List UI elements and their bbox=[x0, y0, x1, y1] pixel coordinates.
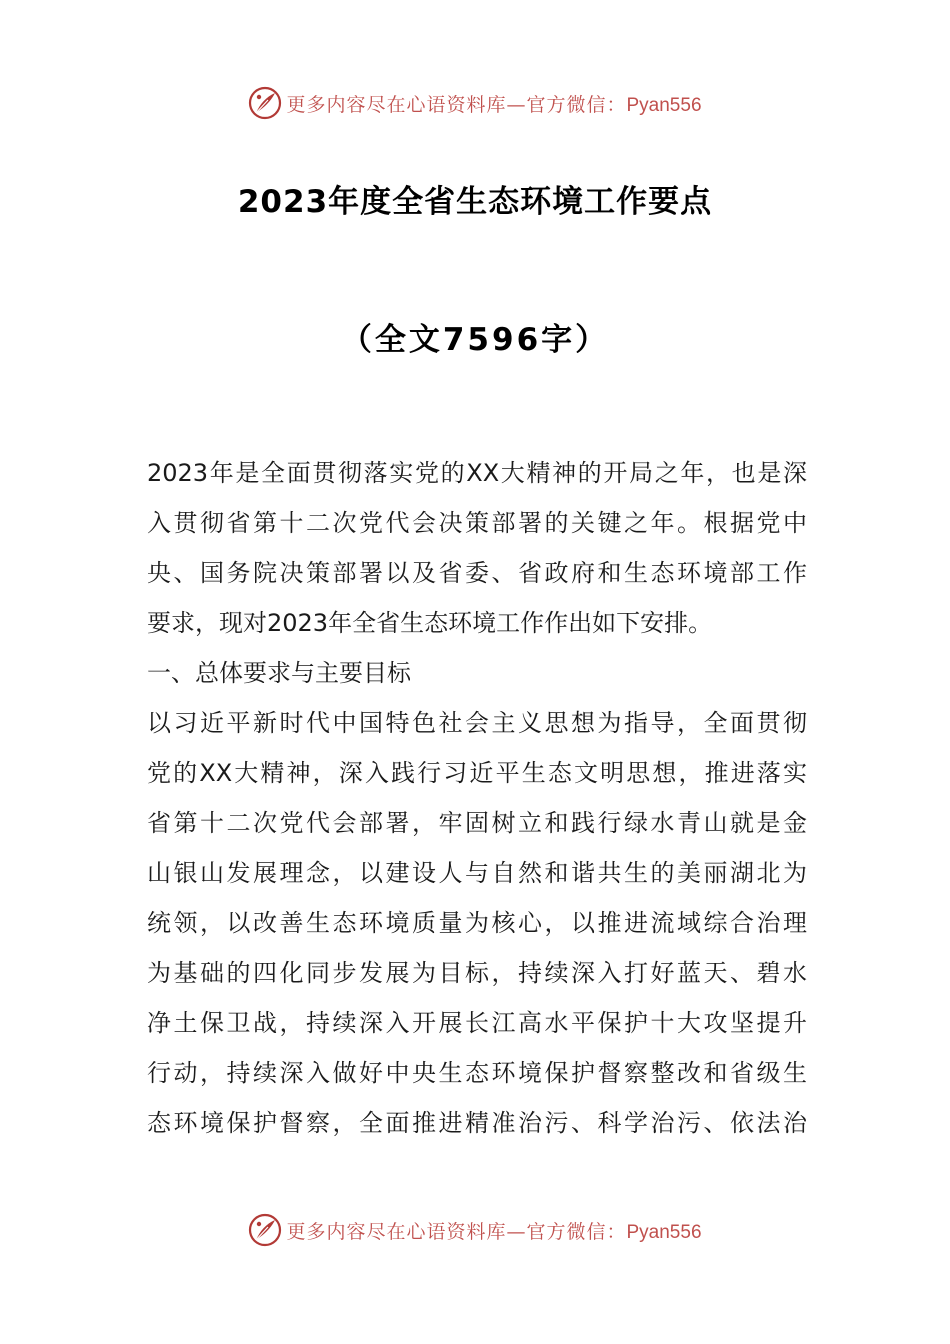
footer-watermark-text: 更多内容尽在心语资料库—官方微信：Pyan556 bbox=[286, 1220, 702, 1243]
section-heading: 一、总体要求与主要目标 bbox=[147, 659, 411, 687]
document-subtitle: （全文7596字） bbox=[340, 322, 610, 358]
body-line: 要求，现对2023年全省生态环境工作作出如下安排。 bbox=[147, 609, 713, 637]
body-line: 省第十二次党代会部署，牢固树立和践行绿水青山就是金 bbox=[147, 809, 807, 837]
body-line: 党的XX大精神，深入践行习近平生态文明思想，推进落实 bbox=[147, 759, 807, 787]
body-line: 以习近平新时代中国特色社会主义思想为指导，全面贯彻 bbox=[147, 709, 807, 737]
body-line: 净土保卫战，持续深入开展长江高水平保护十大攻坚提升 bbox=[147, 1009, 807, 1037]
header-watermark-text: 更多内容尽在心语资料库—官方微信：Pyan556 bbox=[286, 93, 702, 116]
footer-watermark-banner bbox=[0, 1210, 950, 1250]
body-line: 行动，持续深入做好中央生态环境保护督察整改和省级生 bbox=[147, 1059, 807, 1087]
quill-logo-icon bbox=[248, 1213, 282, 1247]
header-watermark-banner bbox=[0, 83, 950, 123]
document-body bbox=[147, 450, 807, 1150]
header-wechat-account: Pyan556 bbox=[626, 94, 702, 116]
quill-logo-icon bbox=[248, 86, 282, 120]
body-line: 山银山发展理念，以建设人与自然和谐共生的美丽湖北为 bbox=[147, 859, 807, 887]
body-line: 央、国务院决策部署以及省委、省政府和生态环境部工作 bbox=[147, 559, 807, 587]
body-line: 入贯彻省第十二次党代会决策部署的关键之年。根据党中 bbox=[147, 509, 807, 537]
body-line: 为基础的四化同步发展为目标，持续深入打好蓝天、碧水 bbox=[147, 959, 807, 987]
document-title: 2023年度全省生态环境工作要点 bbox=[237, 184, 713, 220]
body-line: 2023年是全面贯彻落实党的XX大精神的开局之年，也是深 bbox=[147, 459, 807, 487]
footer-wechat-account: Pyan556 bbox=[626, 1221, 702, 1243]
body-line: 统领，以改善生态环境质量为核心，以推进流域综合治理 bbox=[147, 909, 807, 937]
body-line: 态环境保护督察，全面推进精准治污、科学治污、依法治 bbox=[147, 1109, 807, 1137]
